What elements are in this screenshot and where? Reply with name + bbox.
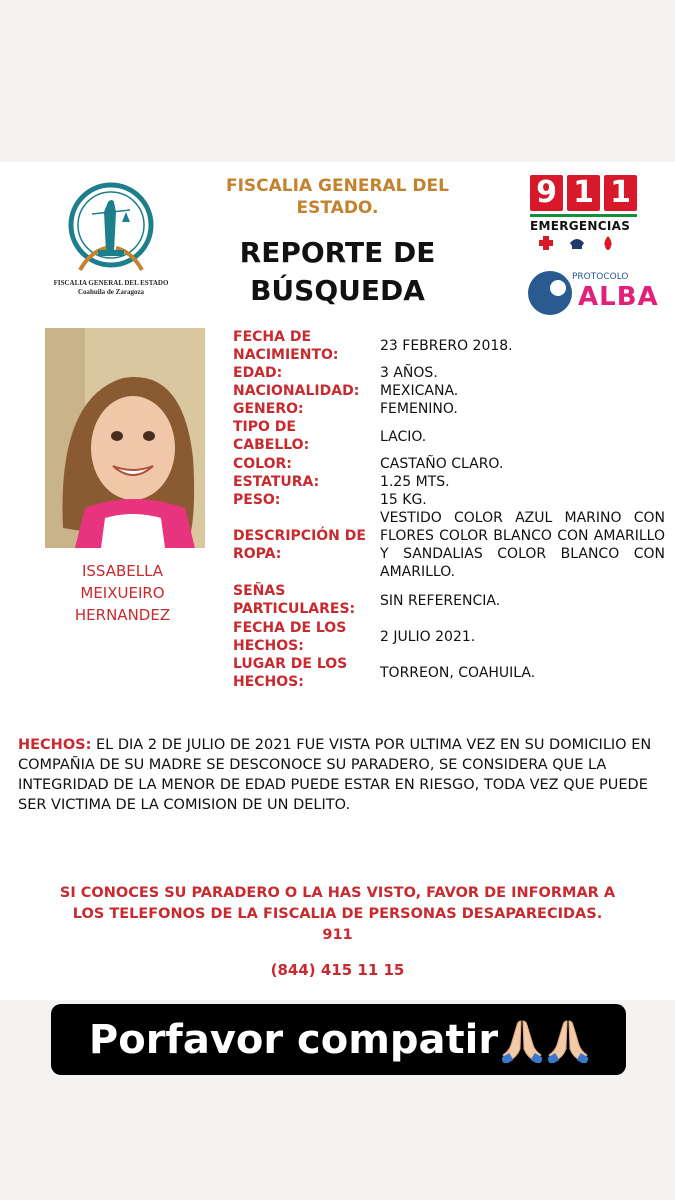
- emergency-label: EMERGENCIAS: [530, 219, 631, 233]
- label-line: FECHA DE: [233, 329, 312, 345]
- protocol-label: PROTOCOLO: [572, 272, 629, 282]
- marks-value: SIN REFERENCIA.: [380, 593, 501, 609]
- agency-line: FISCALIA GENERAL DEL: [225, 176, 449, 196]
- facts-text: EL DIA 2 DE JULIO DE 2021 FUE VISTA POR ULTIMA VEZ EN SU DOMICILIO EN COMPAÑIA DE SU MADRE SE DESCONOCE SU PARADERO, SE CONSIDERA QUE LA INTEGRIDAD DE LA MENOR DE EDAD PUEDE ESTAR EN RIESGO, TODA VEZ QUE PUEDE SER VICTIMA DE LA COMISION DE UN DELITO.: [18, 737, 652, 813]
- alba-label: ALBA: [578, 282, 659, 312]
- seal-caption: [44, 279, 178, 297]
- color-value: CASTAÑO CLARO.: [380, 456, 504, 472]
- person-name: [45, 560, 200, 626]
- folded-hands-icon: [502, 1017, 542, 1063]
- contact-line: LOS TELEFONOS DE LA FISCALIA DE PERSONAS DESAPARECIDAS.: [72, 906, 603, 922]
- age-value: 3 AÑOS.: [380, 365, 438, 381]
- label-line: HECHOS:: [233, 638, 304, 654]
- birth-date-value: 23 FEBRERO 2018.: [380, 338, 513, 354]
- event-date-value: 2 JULIO 2021.: [380, 629, 476, 645]
- share-banner: [51, 1004, 626, 1075]
- nationality-value: MEXICANA.: [380, 383, 459, 399]
- digit: 1: [567, 175, 600, 211]
- marks-label: [233, 582, 378, 618]
- label-line: PARTICULARES:: [233, 601, 356, 617]
- nationality-label: NACIONALIDAD:: [233, 383, 360, 399]
- agency-name: [200, 175, 475, 219]
- label-line: ROPA:: [233, 546, 282, 562]
- report-title: [200, 234, 475, 310]
- folded-hands-icon: [548, 1017, 588, 1063]
- emergency-number: 911: [322, 927, 353, 943]
- weight-label: PESO:: [233, 492, 281, 508]
- facts-paragraph: [18, 735, 663, 815]
- label-line: DESCRIPCIÓN DE: [233, 528, 366, 544]
- name-line: MEIXUEIRO: [80, 584, 165, 602]
- hair-type-label: [233, 418, 378, 454]
- label-line: TIPO DE: [233, 419, 296, 435]
- digit: 1: [604, 175, 637, 211]
- contact-line: SI CONOCES SU PARADERO O LA HAS VISTO, FAVOR DE INFORMAR A: [59, 885, 616, 901]
- clothing-value: VESTIDO COLOR AZUL MARINO CON FLORES COLOR BLANCO CON AMARILLO Y SANDALIAS COLOR BLANCO CON AMARILLO.: [380, 510, 665, 580]
- label-line: LUGAR DE LOS: [233, 656, 348, 672]
- title-line: BÚSQUEDA: [250, 274, 425, 307]
- title-line: REPORTE DE: [239, 236, 436, 269]
- contact-message: [20, 883, 655, 946]
- birth-date-label: [233, 328, 378, 364]
- label-line: FECHA DE LOS: [233, 620, 347, 636]
- emoji-group: [502, 1017, 588, 1063]
- police-cap-icon: [568, 235, 586, 251]
- fiscalia-seal-icon: [56, 180, 166, 295]
- place-label: [233, 655, 378, 691]
- height-value: 1.25 MTS.: [380, 474, 450, 490]
- name-line: ISSABELLA: [81, 562, 164, 580]
- flag-stripe: [530, 214, 637, 217]
- label-line: CABELLO:: [233, 437, 310, 453]
- label-line: SEÑAS: [233, 583, 286, 599]
- hair-type-value: LACIO.: [380, 429, 427, 445]
- emergency-911-logo: [530, 175, 640, 251]
- red-cross-icon: [538, 235, 554, 251]
- seal-caption-subline: Coahuila de Zaragoza: [77, 288, 145, 296]
- phone-number: (844) 415 11 15: [270, 961, 405, 979]
- color-label: COLOR:: [233, 456, 292, 472]
- emergency-icons: [530, 235, 640, 251]
- seal-caption-line: FISCALIA GENERAL DEL ESTADO: [53, 279, 169, 287]
- fire-icon: [600, 235, 616, 251]
- place-value: TORREON, COAHUILA.: [380, 665, 536, 681]
- agency-line: ESTADO.: [296, 198, 379, 218]
- gender-value: FEMENINO.: [380, 401, 458, 417]
- label-line: NACIMIENTO:: [233, 347, 339, 363]
- height-label: ESTATURA:: [233, 474, 320, 490]
- clothing-label: [233, 527, 378, 563]
- weight-value: 15 KG.: [380, 492, 427, 508]
- label-line: HECHOS:: [233, 674, 304, 690]
- facts-label: HECHOS:: [18, 737, 92, 753]
- gender-label: GENERO:: [233, 401, 304, 417]
- name-line: HERNANDEZ: [74, 606, 171, 624]
- missing-child-photo: [45, 328, 205, 548]
- digit: 9: [530, 175, 563, 211]
- age-label: EDAD:: [233, 365, 283, 381]
- share-text: Porfavor compatir: [88, 1016, 499, 1063]
- event-date-label: [233, 619, 378, 655]
